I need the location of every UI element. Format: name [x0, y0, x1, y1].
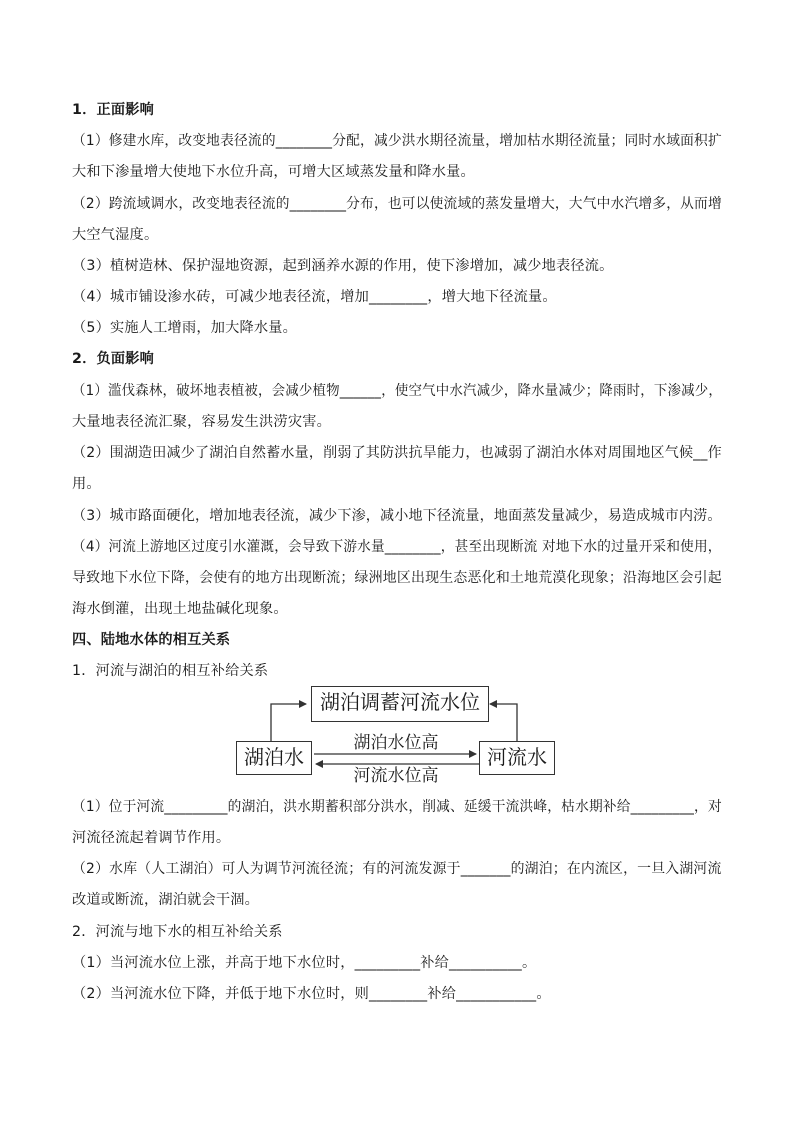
paragraph-line: （4）河流上游地区过度引水灌溉，会导致下游水量________，甚至出现断流 对地下水的过量开采和使用，	[72, 539, 722, 555]
box-lake-regulates-river: 湖泊调蓄河流水位	[311, 686, 489, 722]
paragraph-line: （3）植树造林、保护湿地资源，起到涵养水源的作用，使下渗增加，减少地表径流。	[72, 258, 614, 274]
paragraph-line: 改道或断流，湖泊就会干涸。	[72, 892, 260, 908]
label-lake-level-higher: 湖泊水位高	[353, 733, 439, 753]
paragraph-line: 大空气湿度。	[72, 227, 159, 243]
paragraph-line: （2）围湖造田减少了湖泊自然蓄水量，削弱了其防洪抗旱能力，也减弱了湖泊水体对周围地区气候__作	[72, 445, 722, 461]
paragraph-line: （1）当河流水位上涨，并高于地下水位时，_________补给__________。	[72, 955, 537, 971]
paragraph-line: （3）城市路面硬化，增加地表径流，减少下渗，减小地下径流量，地面蒸发量减少，易造成城市内涝。	[72, 508, 722, 524]
paragraph-line: （4）城市铺设渗水砖，可减少地表径流，增加________，增大地下径流量。	[72, 289, 557, 305]
paragraph-line: 用。	[72, 476, 101, 492]
paragraph-line: （1）滥伐森林，破坏地表植被，会减少植物______，使空气中水汽减少，降水量减少；降雨时，下渗减少，	[72, 383, 723, 399]
box-lake-water: 湖泊水	[236, 741, 312, 775]
paragraph-line: （2）当河流水位下降，并低于地下水位时，则________补给___________。	[72, 986, 551, 1002]
arrow-river-to-top	[490, 704, 517, 742]
heading-negative-impact: 2．负面影响	[72, 351, 155, 367]
arrow-lake-to-top	[271, 704, 306, 742]
heading-positive-impact: 1．正面影响	[72, 102, 155, 118]
paragraph-line: 海水倒灌，出现土地盐碱化现象。	[72, 601, 288, 617]
river-lake-diagram	[234, 684, 556, 788]
paragraph-line: 大量地表径流汇聚，容易发生洪涝灾害。	[72, 414, 331, 430]
paragraph-line: （1）修建水库，改变地表径流的________分配，减少洪水期径流量，增加枯水期径流量；同时水域面积扩	[72, 133, 722, 149]
subheading-river-groundwater: 2．河流与地下水的相互补给关系	[72, 924, 283, 940]
paragraph-line: 大和下渗量增大使地下水位升高，可增大区域蒸发量和降水量。	[72, 164, 475, 180]
paragraph-line: （2）跨流域调水，改变地表径流的________分布，也可以使流域的蒸发量增大，大气中水汽增多，从而增	[72, 196, 722, 212]
label-river-level-higher: 河流水位高	[353, 766, 439, 786]
section-heading: 四、陆地水体的相互关系	[72, 632, 231, 648]
paragraph-line: 河流径流起着调节作用。	[72, 830, 231, 846]
paragraph-line: （2）水库（人工湖泊）可人为调节河流径流；有的河流发源于_______的湖泊；在内流区，一旦入湖河流	[72, 861, 722, 877]
box-river-water: 河流水	[479, 741, 555, 775]
paragraph-line: （1）位于河流_________的湖泊，洪水期蓄积部分洪水，削减、延缓干流洪峰，枯水期补给_________，对	[72, 799, 722, 815]
paragraph-line: （5）实施人工增雨，加大降水量。	[72, 320, 298, 336]
subheading-river-lake: 1．河流与湖泊的相互补给关系	[72, 663, 269, 679]
paragraph-line: 导致地下水位下降，会使有的地方出现断流；绿洲地区出现生态恶化和土地荒漠化现象；沿海地区会引起	[72, 570, 722, 586]
